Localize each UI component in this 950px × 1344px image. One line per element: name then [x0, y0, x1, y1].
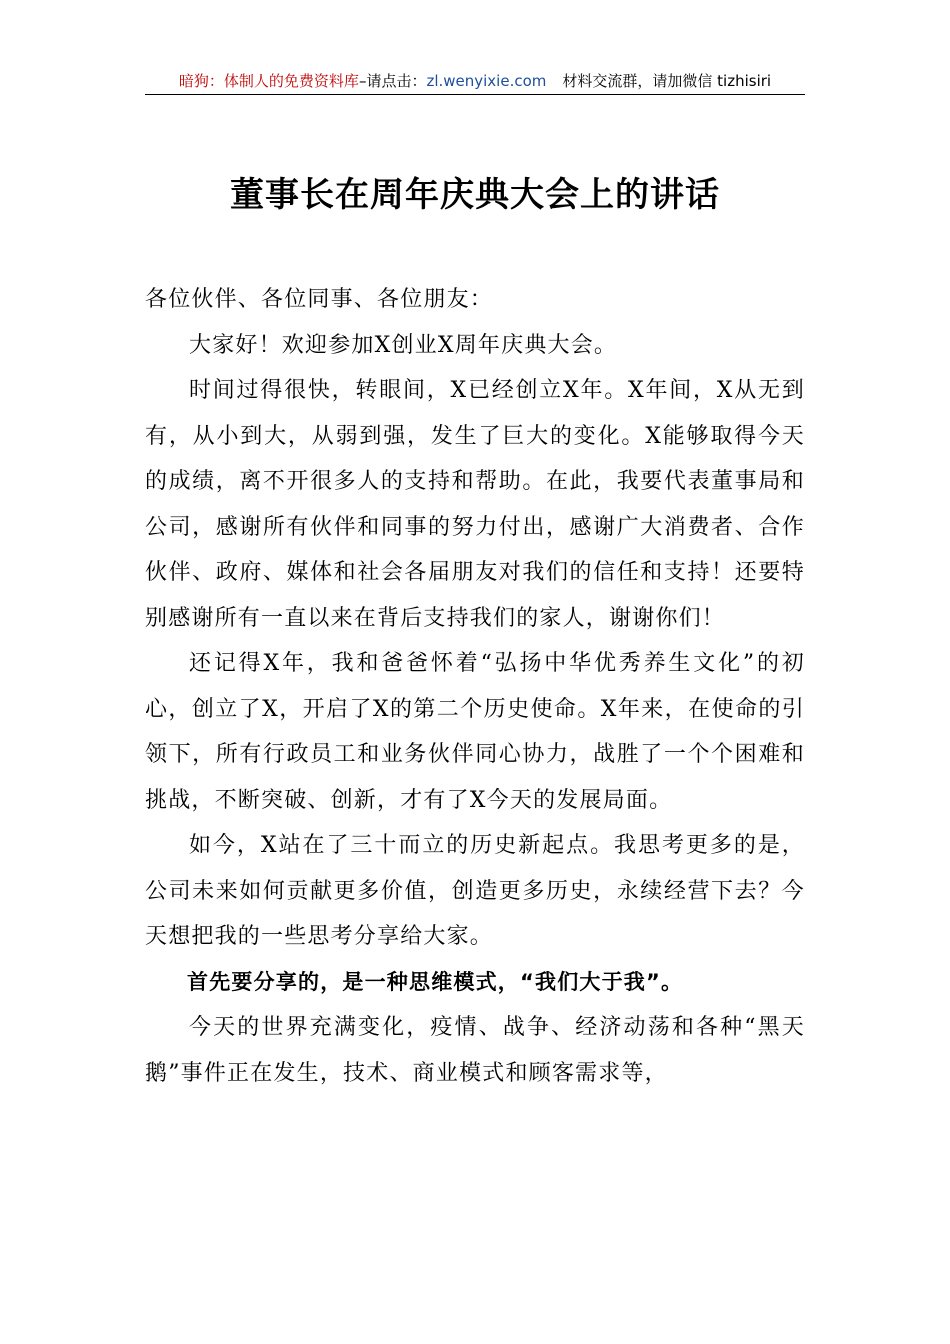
bold-heading-paragraph: 首先要分享的，是一种思维模式，“我们大于我”。: [187, 969, 684, 994]
body-paragraph: 时间过得很快，转眼间，X已经创立X年。X年间，X从无到有，从小到大，从弱到强，发生了巨大的变化。X能够取得今天的成绩，离不开很多人的支持和帮助。在此，我要代表董事局和公司，感谢所有伙伴和同事的努力付出，感谢广大消费者、合作伙伴、政府、媒体和社会各届朋友对我们的信任和支持！还要特别感谢所有一直以来在背后支持我们的家人，谢谢你们！: [145, 378, 805, 631]
page-header: [145, 68, 805, 95]
body-paragraph: 如今，X站在了三十而立的历史新起点。我思考更多的是，公司未来如何贡献更多价值，创造更多历史，永续经营下去？今天想把我的一些思考分享给大家。: [145, 833, 805, 949]
body-paragraph: 还记得X年，我和爸爸怀着“弘扬中华优秀养生文化”的初心，创立了X，开启了X的第二个历史使命。X年来，在使命的引领下，所有行政员工和业务伙伴同心协力，战胜了一个个困难和挑战，不断突破、创新，才有了X今天的发展局面。: [145, 651, 805, 813]
document-title: 董事长在周年庆典大会上的讲话: [230, 175, 720, 215]
header-brand: 暗狗：体制人的免费资料库: [178, 72, 359, 90]
salutation: 各位伙伴、各位同事、各位朋友：: [145, 287, 494, 312]
header-url-link[interactable]: zl.wenyixie.com: [426, 72, 547, 90]
header-link-prompt: –请点击：: [358, 72, 427, 90]
header-group-text: 材料交流群，请加微信 tizhisiri: [562, 72, 772, 90]
body-paragraph: 今天的世界充满变化，疫情、战争、经济动荡和各种“黑天鹅”事件正在发生，技术、商业模式和顾客需求等，: [145, 1015, 805, 1086]
document-body: [145, 277, 805, 1096]
body-paragraph: 大家好！欢迎参加X创业X周年庆典大会。: [189, 332, 618, 358]
